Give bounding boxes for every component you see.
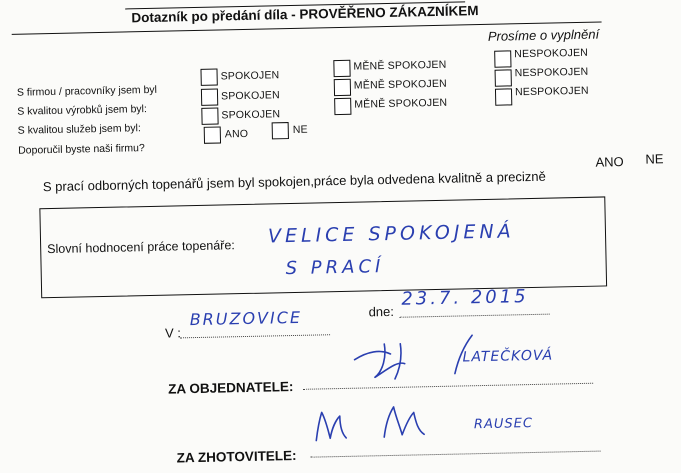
- place-label: V :: [164, 325, 182, 341]
- option-label: MĚNĚ SPOKOJEN: [353, 77, 448, 92]
- question-label-products: S kvalitou výrobků jsem byl:: [17, 103, 147, 118]
- question-label-firm: S firmou / pracovníky jsem byl: [16, 83, 158, 99]
- option-label: NESPOKOJEN: [514, 84, 589, 99]
- statement-no[interactable]: NE: [645, 151, 664, 167]
- option-label: NE: [292, 123, 308, 136]
- rating-label: Slovní hodnocení práce topenáře:: [47, 238, 235, 257]
- rating-handwritten-line1: VELICE SPOKOJENÁ: [267, 220, 515, 248]
- customer-signature-tick: [454, 335, 473, 373]
- place-value: BRUZOVICE: [189, 307, 303, 330]
- customer-label: ZA OBJEDNATELE:: [168, 379, 294, 397]
- form-subtitle: Prosíme o vyplnění: [487, 26, 600, 44]
- customer-name: LATEČKOVÁ: [462, 347, 554, 366]
- option-label: NESPOKOJEN: [514, 46, 589, 61]
- question-label-services: S kvalitou služeb jsem byl:: [17, 122, 141, 137]
- date-label: dne:: [368, 303, 395, 320]
- option-label: SPOKOJEN: [221, 108, 281, 122]
- option-label: SPOKOJEN: [220, 89, 280, 103]
- contractor-signature-2: [384, 406, 425, 437]
- option-label: MĚNĚ SPOKOJEN: [353, 58, 447, 73]
- rating-handwritten-line2: S PRACÍ: [285, 256, 385, 280]
- date-value: 23.7. 2015: [401, 286, 529, 310]
- contractor-name: RAUSEC: [473, 416, 534, 433]
- option-label: SPOKOJEN: [220, 69, 280, 83]
- question-label-recommend: Doporučil byste naši firmu?: [18, 142, 145, 157]
- contractor-label: ZA ZHOTOVITELE:: [176, 447, 297, 466]
- contractor-signature-1: [316, 412, 347, 441]
- statement-text: S prací odborných topenářů jsem byl spokojen,práce byla odvedena kvalitně a precizně: [42, 168, 546, 195]
- option-label: MĚNĚ SPOKOJEN: [354, 96, 448, 111]
- customer-signature: [354, 344, 405, 380]
- option-label: ANO: [224, 127, 249, 141]
- form-title: Dotazník po předání díla - PROVĚŘENO ZÁKAZNÍKEM: [131, 3, 479, 26]
- option-label: NESPOKOJEN: [514, 65, 589, 80]
- statement-yes[interactable]: ANO: [595, 154, 624, 170]
